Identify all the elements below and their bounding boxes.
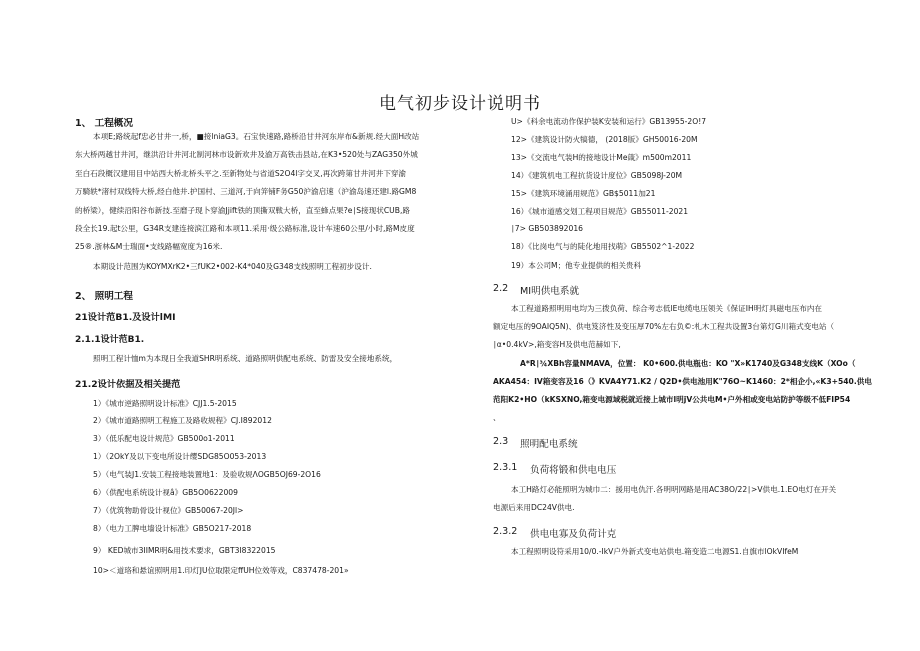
section-1-heading: 1、 工程概况 xyxy=(75,118,133,129)
text-line: 额定电压的9OAIQ5N)、供电笈济性及变压厚70%左右负©:札木工程共设置3台第灯G川箱式变电站（ xyxy=(493,322,835,331)
list-item: 13>《交流电气装H的接地设计Me箴》m500m2011 xyxy=(511,153,692,162)
list-item: 5）（电气装J1.安装工程接地装置地1：及验收规ΛOGB5OJ69-2O16 xyxy=(93,470,321,479)
section-number: 2.3 xyxy=(493,436,509,447)
text-line: 电源后来用DC24V供电. xyxy=(493,503,575,512)
section-title: MI明供电系就 xyxy=(520,286,580,297)
list-item: 15>《建筑环境涌用规范》GB$5011加21 xyxy=(511,189,656,198)
list-item: 6）（供配电系统设计视â》GB5O0622009 xyxy=(93,488,238,497)
section-2-1-1-text: 照明工程计恤m为本现日全我道SHR明系统、道路照明供配电系统、防雷及安全接地系统， xyxy=(93,354,398,363)
text-line: 的桥梁），健续沿阳谷布新技.至磨子现卜穿渝Jjift铁的顶撕双戦大桥，直至蜂点果?e∣S接现状CUB,路 xyxy=(75,206,410,215)
section-title: 照明配电系统 xyxy=(520,439,578,450)
text-line: 本工程道路照明用电均为三拨负荷、综合考志低lE电缆电压领关《保证IH明灯具磁电压布内在 xyxy=(511,304,823,313)
section-2-1-1-heading: 2.1.1设计范B1. xyxy=(75,335,145,345)
text-line: 25®.浙林&M士瑞面•支线路幅宽度为16米. xyxy=(75,242,223,251)
section-2-1-heading: 21设计范B1.及设计lMI xyxy=(75,312,176,323)
list-item: 3）（低乐配电设计规范》GB500o1-2011 xyxy=(93,434,235,443)
text-line: 本期设计范围为KOYMXrK2•三fUK2•002-K4*040及G348支线照明工程初步设计. xyxy=(93,262,372,271)
list-item: 12>《建筑设计防火犒德， (2018版》GH50016-20M xyxy=(511,135,698,144)
section-title: 供电电寡及负荷计克 xyxy=(530,529,617,540)
list-item: 8）（电力工脾电墙设计标准》GB5O217-2018 xyxy=(93,524,252,533)
list-item: 14）《建筑机电工程抗货设计度位》GB5098J-20M xyxy=(511,171,683,180)
text-line: ∣α•0.4kV>,箱变容H及供电范赫如下, xyxy=(493,340,621,349)
text-line: 本工H路灯必能照明为城巾二：援用电仇汗.各明明网路是用AC38O/22∣>V供电.1.EO电灯在开关 xyxy=(511,485,837,494)
text-line: 段全长19.起t公里，G34R支建连接滨江路和本项11.采用·级公路标准,设计车速60公里/小时,路M皮度 xyxy=(75,224,415,233)
list-item: 1）（2OkY及以下变电所设计缨SDG85O053-2013 xyxy=(93,452,267,461)
page-title: 电气初步设计说明书 xyxy=(379,94,541,114)
section-2-3-2-paragraph: 本工程照明设符采用10/0.-IkV户外新式变电站供电.箱变造二电源S1.自旗市lOkVIfeM xyxy=(511,547,799,556)
text-line: AKA454：IV箱变容及16（》KVA4Y71.K2 / Q2D•供电池用K"76O~K1460：2*相企小,«K3+540.供电 xyxy=(493,377,872,386)
section-number: 2.2 xyxy=(493,283,509,294)
list-item: 19）本公司M；他专业提供的相关贵科 xyxy=(511,261,642,270)
text-line: 至白石段概汉建用目中站西大桥北桥头平之.至新物处与省道S2O4l字交叉,再次跨第甘井河井下穿渝 xyxy=(75,169,407,178)
list-item: 1）《城市逆路照明设计标准》CJJ1.5-2015 xyxy=(93,399,237,408)
text-line: 万騎轶*渚村双线特大桥,经白他井.护国村、三道河,于向笄铺F务G50沪渝启速（沪渝岛速还建l.路GM8 xyxy=(75,187,417,196)
text-line: 、 xyxy=(493,413,501,422)
list-item: 10>＜道珞和悬谊照明用1.印灯JU位取限定ffUH位效等戏，C837478-201» xyxy=(93,566,349,575)
text-line: 本项E;路统起f忠必甘井一,桥，■接lniaG3。石宝快速路,路桥沿甘井河东岸布&新规.经大面H改站 xyxy=(93,132,420,141)
list-item: 18）《比岗电气与的陡化地用找萌》GB5502^1-2022 xyxy=(511,242,695,251)
section-number: 2.3.2 xyxy=(493,526,518,537)
list-item: U>《科余电流动作保护装K安装和运行》GB13955-2O!7 xyxy=(511,117,707,126)
text-line: 范阳K2•HO（kKSXNO,箱变电源域税就近接上城市l明jV公共电M•户外相或变电站防护等级不低FIP54 xyxy=(493,395,851,404)
text-line: 东大桥两越甘井河，继洪沿计井河北制河林市设新欢井及渝万高铁击县站,在K3•520处与ZAG350外城 xyxy=(75,150,418,159)
list-item: ∣7> GB503892016 xyxy=(511,224,583,233)
section-title: 负荷将锻和供电电压 xyxy=(530,465,617,476)
text-line: A*R∣¾XBh容量NMAVA，位置： K0•600.供电瓶也：KO "X»K1740及G348支线K（XOo（ xyxy=(520,359,856,368)
section-2-heading: 2、 照明工程 xyxy=(75,291,133,302)
list-item: 9） KED城市3IIMR明&用技术要求，GBT3I8322015 xyxy=(93,546,276,555)
list-item: 2）《城市道路照明工程施工及路收规程》CJ.I892012 xyxy=(93,416,272,425)
list-item: 7）（优筑物助骨设计视位》GB50067-20Jl> xyxy=(93,506,244,515)
section-number: 2.3.1 xyxy=(493,462,518,473)
section-2-1-2-heading: 21.2设计依据及相关提范 xyxy=(75,379,181,390)
list-item: 16）《城市道感交划工程项目规范》GB55011-2021 xyxy=(511,207,689,216)
